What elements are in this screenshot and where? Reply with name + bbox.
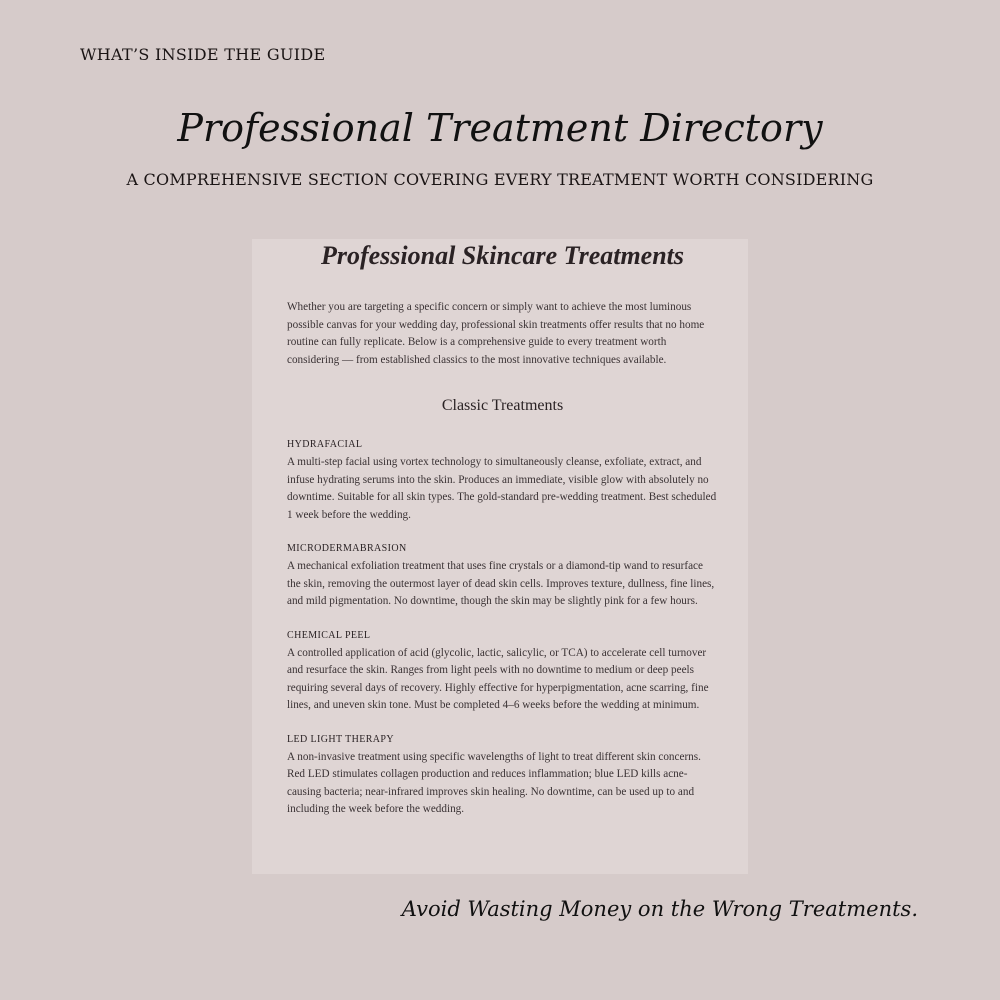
treatment-name: CHEMICAL PEEL (287, 629, 371, 641)
treatment-entry-led-light-therapy (287, 733, 718, 819)
treatment-entry-hydrafacial (287, 438, 718, 524)
treatment-description: A controlled application of acid (glycolic, lactic, salicylic, or TCA) to accelerate cell turnover and resurface the skin. Ranges from light peels with no downtime to medium or deep peels requiring several days of recovery. Highly effective for hyperpigmentation, acne scarring, fine lines, and uneven skin tone. Must be completed 4–6 weeks before the wedding at minimum. (287, 646, 709, 711)
treatment-name: HYDRAFACIAL (287, 439, 363, 450)
treatment-entry-microdermabrasion (287, 542, 718, 611)
treatment-name: LED LIGHT THERAPY (287, 733, 394, 745)
section-heading: Classic Treatments (441, 397, 564, 414)
treatment-description: A mechanical exfoliation treatment that uses fine crystals or a diamond-tip wand to resurface the skin, removing the outermost layer of dead skin cells. Improves texture, dullness, fine lines, and mild pigmentation. No downtime, though the skin may be slightly pink for a few hours. (287, 560, 715, 607)
treatment-description: A non-invasive treatment using specific wavelengths of light to treat different skin concerns. Red LED stimulates collagen production and reduces inflammation; blue LED kills acne-causing bacteria; near-infrared improves skin healing. No downtime, can be used up to and including the week before the wedding. (287, 750, 701, 815)
page-headline: Professional Treatment Directory (177, 106, 823, 150)
document-intro: Whether you are targeting a specific concern or simply want to achieve the most luminous possible canvas for your wedding day, professional skin treatments offer results that no home routine can fully replicate. Below is a comprehensive guide to every treatment worth considering — from established classics to the most innovative techniques available. (287, 301, 705, 366)
treatment-description: A multi-step facial using vortex technology to simultaneously cleanse, exfoliate, extract, and infuse hydrating serums into the skin. Produces an immediate, visible glow with absolutely no downtime. Suitable for all skin types. The gold-standard pre-wedding treatment. Best scheduled 1 week before the wedding. (287, 456, 717, 521)
eyebrow-label: WHAT’S INSIDE THE GUIDE (80, 45, 326, 64)
document-preview (252, 239, 748, 874)
page-subheadline: A COMPREHENSIVE SECTION COVERING EVERY TREATMENT WORTH CONSIDERING (126, 170, 874, 189)
treatment-name: MICRODERMABRASION (287, 543, 407, 554)
tagline: Avoid Wasting Money on the Wrong Treatments. (401, 897, 918, 921)
treatment-entry-chemical-peel (287, 629, 718, 715)
document-title: Professional Skincare Treatments (320, 241, 685, 270)
